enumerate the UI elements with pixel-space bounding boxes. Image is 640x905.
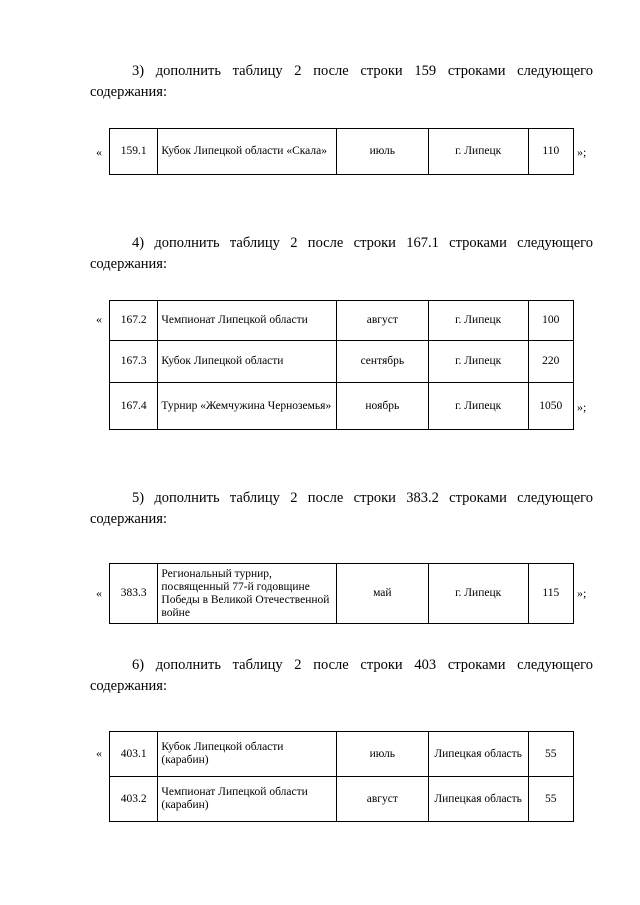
event-place: г. Липецк (428, 301, 528, 341)
amendment-table-5 (109, 563, 574, 624)
participant-count: 110 (528, 129, 573, 175)
event-place: г. Липецк (428, 341, 528, 383)
open-quote: « (96, 145, 102, 159)
open-quote: « (96, 312, 102, 326)
row-number: 159.1 (110, 129, 158, 175)
event-name: Кубок Липецкой области «Скала» (158, 129, 337, 175)
amendment-paragraph-4 (90, 233, 593, 275)
amendment-text: 6) дополнить таблицу 2 после строки 403 строками следующего содержания: (90, 657, 593, 694)
table-row (110, 129, 574, 175)
close-quote: »; (577, 400, 587, 414)
open-quote: « (96, 586, 102, 600)
row-number: 403.1 (110, 732, 158, 777)
close-quote: »; (577, 145, 587, 159)
participant-count: 55 (528, 732, 573, 777)
event-name: Кубок Липецкой области (карабин) (158, 732, 337, 777)
event-month: июль (336, 732, 428, 777)
event-name: Кубок Липецкой области (158, 341, 337, 383)
event-place: Липецкая область (428, 732, 528, 777)
amendment-text: 5) дополнить таблицу 2 после строки 383.2 строками следующего содержания: (90, 490, 593, 527)
table-row (110, 777, 574, 822)
amendment-text: 4) дополнить таблицу 2 после строки 167.1 строками следующего содержания: (90, 235, 593, 272)
table-row (110, 301, 574, 341)
event-place: г. Липецк (428, 383, 528, 430)
event-month: май (336, 564, 428, 624)
event-name: Чемпионат Липецкой области (карабин) (158, 777, 337, 822)
amendment-table-6 (109, 731, 574, 822)
event-name: Турнир «Жемчужина Черноземья» (158, 383, 337, 430)
participant-count: 100 (528, 301, 573, 341)
table-row (110, 341, 574, 383)
event-place: Липецкая область (428, 777, 528, 822)
event-month: август (336, 777, 428, 822)
row-number: 403.2 (110, 777, 158, 822)
participant-count: 115 (528, 564, 573, 624)
event-month: июль (336, 129, 428, 175)
row-number: 167.3 (110, 341, 158, 383)
row-number: 167.2 (110, 301, 158, 341)
amendment-text: 3) дополнить таблицу 2 после строки 159 строками следующего содержания: (90, 63, 593, 100)
event-month: август (336, 301, 428, 341)
amendment-paragraph-5 (90, 488, 593, 530)
participant-count: 1050 (528, 383, 573, 430)
event-month: сентябрь (336, 341, 428, 383)
participant-count: 55 (528, 777, 573, 822)
event-name: Чемпионат Липецкой области (158, 301, 337, 341)
table-row (110, 732, 574, 777)
participant-count: 220 (528, 341, 573, 383)
row-number: 167.4 (110, 383, 158, 430)
event-place: г. Липецк (428, 564, 528, 624)
row-number: 383.3 (110, 564, 158, 624)
table-row (110, 383, 574, 430)
amendment-table-4 (109, 300, 574, 430)
event-name: Региональный турнир, посвященный 77-й годовщине Победы в Великой Отечественной войне (158, 564, 337, 624)
amendment-paragraph-6 (90, 655, 593, 697)
open-quote: « (96, 746, 102, 760)
table-row (110, 564, 574, 624)
close-quote: »; (577, 586, 587, 600)
amendment-table-3 (109, 128, 574, 175)
event-place: г. Липецк (428, 129, 528, 175)
amendment-paragraph-3 (90, 61, 593, 103)
event-month: ноябрь (336, 383, 428, 430)
